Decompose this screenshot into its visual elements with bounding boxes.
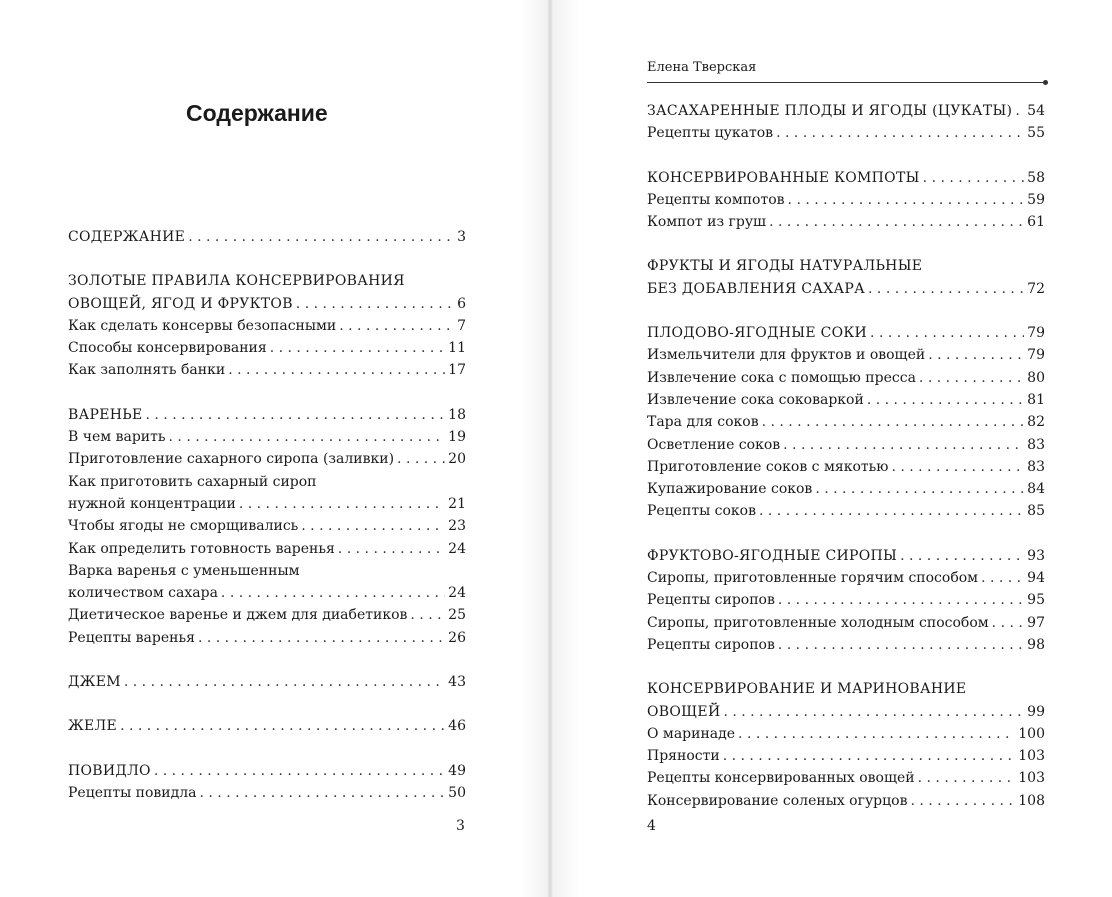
- toc-page-number: 6: [457, 295, 466, 312]
- toc-entry[interactable]: [647, 367, 1045, 389]
- page-number-right: 4: [647, 818, 656, 834]
- toc-entry[interactable]: [68, 760, 466, 782]
- toc-entry-title: ЗОЛОТЫЕ ПРАВИЛА КОНСЕРВИРОВАНИЯ: [68, 273, 405, 290]
- dot-leader: [891, 456, 1024, 478]
- dot-leader: [923, 167, 1025, 189]
- dot-leader: [868, 278, 1024, 300]
- dot-leader: [124, 671, 445, 693]
- toc-entry-line: [68, 560, 466, 582]
- toc-entry-title: Рецепты варенья: [68, 629, 195, 646]
- toc-page-number: 103: [1018, 748, 1045, 765]
- toc-page-number: 3: [457, 229, 466, 245]
- toc-entry-title: КОНСЕРВИРОВАННЫЕ КОМПОТЫ: [647, 169, 920, 186]
- toc-entry-line: [68, 270, 466, 292]
- dot-leader: [154, 760, 445, 782]
- toc-entry[interactable]: [647, 389, 1045, 411]
- toc-entry[interactable]: [647, 344, 1045, 366]
- section-gap: [68, 382, 466, 404]
- toc-entry-title: ДЖЕМ: [68, 674, 121, 691]
- section-gap: [647, 233, 1045, 255]
- toc-entry-title: Рецепты цукатов: [647, 125, 774, 142]
- running-header: Елена Тверская: [647, 60, 757, 75]
- toc-entry-title: Рецепты компотов: [647, 191, 785, 208]
- toc-page-number: 23: [448, 518, 466, 535]
- toc-entry[interactable]: [647, 701, 1045, 723]
- toc-page-number: 43: [448, 674, 466, 691]
- dot-leader: [778, 589, 1024, 611]
- page-number-left: 3: [456, 818, 465, 834]
- toc-entry[interactable]: [647, 790, 1045, 812]
- toc-entry-title: Как приготовить сахарный сироп: [68, 473, 317, 490]
- toc-entry-title: Сиропы, приготовленные холодным способом: [647, 614, 989, 631]
- toc-entry[interactable]: [68, 226, 466, 248]
- toc-page-number: 26: [448, 629, 466, 646]
- section-gap: [68, 248, 466, 270]
- toc-list-right: [647, 100, 1045, 812]
- dot-leader: [928, 344, 1024, 366]
- toc-page-number: 83: [1027, 458, 1045, 475]
- toc-entry-title: ПОВИДЛО: [68, 762, 151, 779]
- header-rule: [647, 82, 1045, 83]
- toc-page-number: 85: [1027, 503, 1045, 520]
- toc-entry-title: ОВОЩЕЙ, ЯГОД И ФРУКТОВ: [68, 295, 293, 312]
- toc-entry-title: КОНСЕРВИРОВАНИЕ И МАРИНОВАНИЕ: [647, 681, 967, 698]
- toc-list-left: [68, 226, 466, 804]
- toc-entry-title: ПЛОДОВО-ЯГОДНЫЕ СОКИ: [647, 325, 868, 342]
- toc-page-number: 59: [1027, 191, 1045, 208]
- dot-leader: [296, 293, 454, 315]
- toc-entry-title: Извлечение сока с помощью пресса: [647, 369, 916, 386]
- dot-leader: [778, 634, 1024, 656]
- dot-leader: [228, 359, 445, 381]
- toc-entry[interactable]: [68, 337, 466, 359]
- toc-entry[interactable]: [68, 715, 466, 737]
- toc-entry[interactable]: [68, 627, 466, 649]
- toc-entry[interactable]: [68, 404, 466, 426]
- toc-entry-title: Тара для соков: [647, 414, 759, 431]
- toc-entry[interactable]: [647, 278, 1045, 300]
- toc-entry-title: Рецепты повидла: [68, 784, 197, 801]
- toc-entry-title: Компот из груш: [647, 214, 767, 231]
- dot-leader: [867, 389, 1024, 411]
- toc-page-number: 49: [448, 762, 466, 779]
- toc-entry[interactable]: [647, 478, 1045, 500]
- toc-entry-title: СОДЕРЖАНИЕ: [68, 229, 186, 245]
- toc-entry-title: нужной концентрации: [68, 495, 236, 512]
- dot-leader: [723, 701, 1024, 723]
- toc-entry[interactable]: [647, 545, 1045, 567]
- toc-page-number: 24: [448, 585, 466, 602]
- toc-entry-title: Извлечение сока соковаркой: [647, 391, 864, 408]
- dot-leader: [410, 604, 445, 626]
- toc-entry[interactable]: [647, 723, 1045, 745]
- dot-leader: [992, 612, 1025, 634]
- toc-entry[interactable]: [68, 782, 466, 804]
- toc-page-number: 25: [448, 607, 466, 624]
- dot-leader: [769, 211, 1024, 233]
- toc-entry-title: количеством сахара: [68, 585, 218, 602]
- toc-entry[interactable]: [68, 293, 466, 315]
- toc-entry[interactable]: [647, 634, 1045, 656]
- toc-entry-title: Приготовление соков с мякотью: [647, 458, 889, 475]
- toc-entry-title: ОВОЩЕЙ: [647, 703, 721, 720]
- toc-page-number: 103: [1018, 770, 1045, 787]
- toc-entry[interactable]: [647, 122, 1045, 144]
- toc-entry-title: Купажирование соков: [647, 481, 813, 498]
- right-page: [553, 0, 1112, 897]
- dot-leader: [198, 627, 445, 649]
- toc-page-number: 7: [457, 317, 466, 334]
- dot-leader: [762, 411, 1025, 433]
- dot-leader: [338, 538, 445, 560]
- dot-leader: [146, 404, 446, 426]
- toc-entry[interactable]: [647, 411, 1045, 433]
- toc-entry[interactable]: [68, 604, 466, 626]
- toc-page-number: 97: [1027, 614, 1045, 631]
- toc-page-number: 98: [1027, 636, 1045, 653]
- toc-page-number: 54: [1027, 103, 1045, 119]
- toc-page-number: 58: [1027, 169, 1045, 186]
- toc-entry-line: [647, 255, 1045, 277]
- toc-entry-title: Пряности: [647, 748, 720, 765]
- toc-page-number: 55: [1027, 125, 1045, 142]
- toc-entry-title: Как определить готовность варенья: [68, 540, 335, 557]
- toc-entry-title: Рецепты сиропов: [647, 636, 775, 653]
- dot-leader: [397, 448, 445, 470]
- toc-entry[interactable]: [647, 500, 1045, 522]
- toc-page-number: 20: [448, 451, 466, 468]
- toc-entry[interactable]: [68, 448, 466, 470]
- toc-page-number: 19: [448, 429, 466, 446]
- toc-entry-title: Рецепты сиропов: [647, 592, 775, 609]
- toc-entry[interactable]: [68, 315, 466, 337]
- toc-entry[interactable]: [68, 359, 466, 381]
- toc-entry[interactable]: [647, 767, 1045, 789]
- dot-leader: [918, 767, 1016, 789]
- toc-page-number: 95: [1027, 592, 1045, 609]
- section-gap: [647, 145, 1045, 167]
- dot-leader: [900, 545, 1024, 567]
- toc-entry-title: Как заполнять банки: [68, 362, 226, 379]
- toc-entry[interactable]: [647, 589, 1045, 611]
- section-gap: [647, 300, 1045, 322]
- dot-leader: [723, 745, 1016, 767]
- toc-page-number: 50: [448, 784, 466, 801]
- toc-entry-line: [647, 678, 1045, 700]
- dot-leader: [738, 723, 1015, 745]
- toc-page-number: 84: [1027, 481, 1045, 498]
- toc-entry-title: Рецепты консервированных овощей: [647, 770, 915, 787]
- toc-entry[interactable]: [68, 671, 466, 693]
- toc-page-number: 11: [448, 340, 466, 357]
- toc-page-number: 100: [1018, 725, 1045, 742]
- toc-entry[interactable]: [647, 567, 1045, 589]
- section-gap: [68, 649, 466, 671]
- dot-leader: [815, 478, 1024, 500]
- toc-entry-title: Приготовление сахарного сиропа (заливки): [68, 451, 395, 468]
- toc-page-number: 24: [448, 540, 466, 557]
- dot-leader: [919, 367, 1024, 389]
- dot-leader: [776, 122, 1024, 144]
- toc-entry-title: Диетическое варенье и джем для диабетиков: [68, 607, 408, 624]
- toc-entry-title: Рецепты соков: [647, 503, 756, 520]
- toc-entry-title: ФРУКТЫ И ЯГОДЫ НАТУРАЛЬНЫЕ: [647, 258, 923, 275]
- toc-page-number: 46: [448, 718, 466, 735]
- toc-entry[interactable]: [647, 322, 1045, 344]
- toc-page-number: 94: [1027, 570, 1045, 587]
- toc-entry-title: БЕЗ ДОБАВЛЕНИЯ САХАРА: [647, 280, 866, 297]
- toc-entry-title: Сиропы, приготовленные горячим способом: [647, 570, 979, 587]
- toc-entry-title: ВАРЕНЬЕ: [68, 406, 143, 423]
- toc-page-number: 80: [1027, 369, 1045, 386]
- dot-leader: [188, 226, 454, 248]
- dot-leader: [239, 493, 445, 515]
- toc-entry-title: Способы консервирования: [68, 340, 267, 357]
- toc-entry[interactable]: [68, 515, 466, 537]
- toc-page-number: 18: [448, 406, 466, 423]
- toc-entry[interactable]: [647, 189, 1045, 211]
- toc-page-number: 83: [1027, 436, 1045, 453]
- dot-leader: [759, 500, 1024, 522]
- section-gap: [647, 523, 1045, 545]
- dot-leader: [169, 426, 446, 448]
- toc-entry-title: Варка варенья с уменьшенным: [68, 562, 300, 579]
- toc-page-number: 82: [1027, 414, 1045, 431]
- dot-leader: [200, 782, 446, 804]
- left-page: [0, 0, 553, 897]
- toc-entry-line: [68, 471, 466, 493]
- toc-entry[interactable]: [68, 426, 466, 448]
- toc-entry-title: Консервирование соленых огурцов: [647, 792, 908, 809]
- toc-page-number: 79: [1027, 325, 1045, 342]
- toc-entry-title: Чтобы ягоды не сморщивались: [68, 518, 299, 535]
- toc-entry-title: ФРУКТОВО-ЯГОДНЫЕ СИРОПЫ: [647, 547, 898, 564]
- toc-entry-title: О маринаде: [647, 725, 736, 742]
- page-title: Содержание: [186, 100, 328, 126]
- toc-page-number: 99: [1027, 703, 1045, 720]
- toc-page-number: 81: [1027, 391, 1045, 408]
- dot-leader: [120, 715, 445, 737]
- toc-page-number: 17: [448, 362, 466, 379]
- toc-page-number: 72: [1027, 280, 1045, 297]
- dot-leader: [910, 790, 1015, 812]
- toc-entry[interactable]: [68, 493, 466, 515]
- dot-leader: [1015, 100, 1024, 122]
- toc-entry[interactable]: [647, 434, 1045, 456]
- toc-page-number: 61: [1027, 214, 1045, 231]
- dot-leader: [339, 315, 454, 337]
- toc-entry[interactable]: [647, 211, 1045, 233]
- dot-leader: [783, 434, 1024, 456]
- toc-page-number: 79: [1027, 347, 1045, 364]
- toc-page-number: 108: [1018, 792, 1045, 809]
- toc-entry-title: ЖЕЛЕ: [68, 718, 118, 735]
- dot-leader: [870, 322, 1024, 344]
- dot-leader: [221, 582, 445, 604]
- toc-entry[interactable]: [647, 612, 1045, 634]
- toc-entry[interactable]: [68, 582, 466, 604]
- dot-leader: [981, 567, 1024, 589]
- toc-entry[interactable]: [647, 100, 1045, 122]
- toc-entry-title: ЗАСАХАРЕННЫЕ ПЛОДЫ И ЯГОДЫ (ЦУКАТЫ): [647, 103, 1013, 119]
- toc-entry-title: Осветление соков: [647, 436, 781, 453]
- toc-entry[interactable]: [68, 538, 466, 560]
- toc-entry[interactable]: [647, 167, 1045, 189]
- section-gap: [68, 738, 466, 760]
- dot-leader: [788, 189, 1025, 211]
- toc-entry-title: В чем варить: [68, 429, 166, 446]
- dot-leader: [270, 337, 445, 359]
- section-gap: [68, 693, 466, 715]
- dot-leader: [301, 515, 445, 537]
- toc-page-number: 21: [448, 495, 466, 512]
- section-gap: [647, 656, 1045, 678]
- toc-entry[interactable]: [647, 745, 1045, 767]
- toc-entry-title: Измельчители для фруктов и овощей: [647, 347, 926, 364]
- toc-entry[interactable]: [647, 456, 1045, 478]
- toc-page-number: 93: [1027, 547, 1045, 564]
- toc-entry-title: Как сделать консервы безопасными: [68, 317, 337, 334]
